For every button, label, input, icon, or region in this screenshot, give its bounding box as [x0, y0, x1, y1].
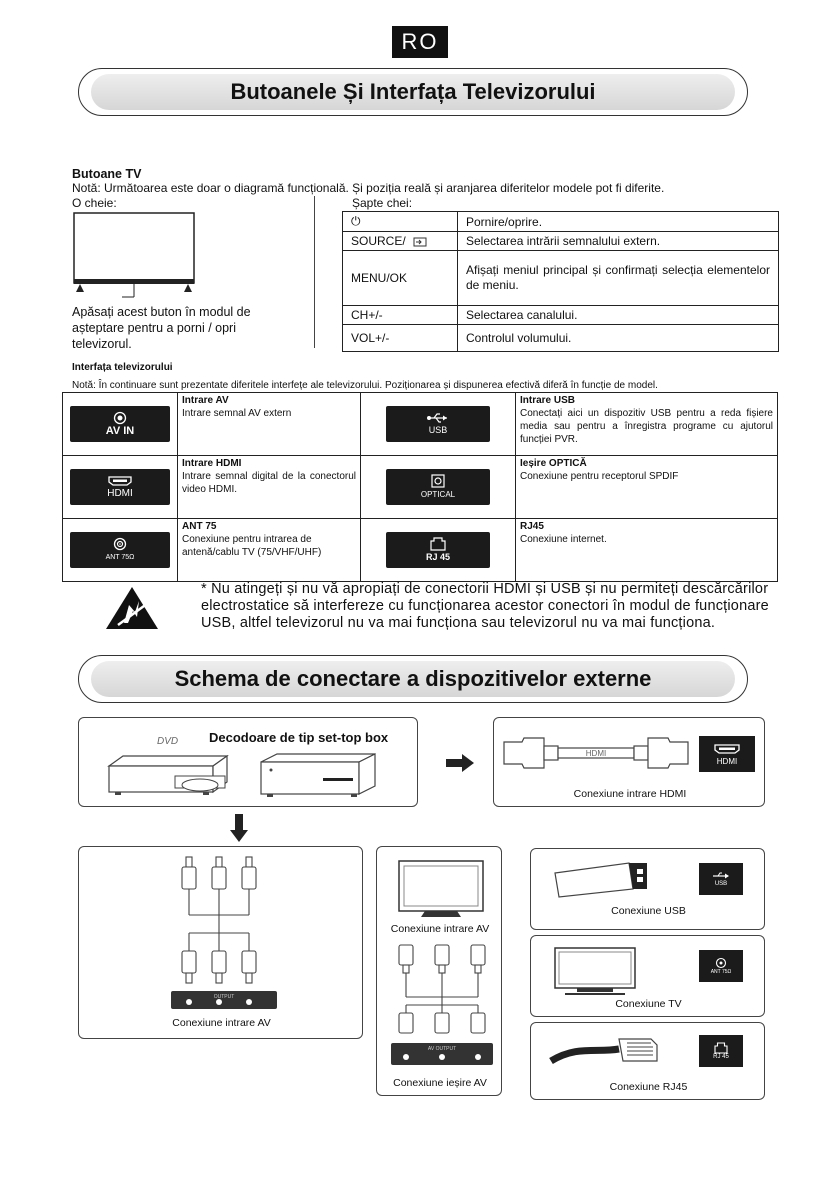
antenna-port-icon — [715, 957, 727, 969]
hdmi-port-badge: HDMI — [70, 469, 170, 505]
rj45-caption: Conexiune RJ45 — [609, 1081, 688, 1093]
antenna-port-badge: ANT 75Ω — [70, 532, 170, 568]
rca-cable-av-in-illustration — [169, 853, 279, 1013]
hdmi-cable-label: HDMI — [585, 749, 607, 758]
hdmi-port-icon — [713, 743, 741, 755]
rca-cable-av-out-illustration — [387, 943, 497, 1071]
key-cell — [343, 232, 458, 251]
table-row — [343, 251, 779, 306]
key-cell — [343, 212, 458, 232]
set-top-box-label: Decodoare de tip set-top box — [209, 730, 389, 745]
esd-warning-icon — [104, 585, 160, 631]
port-text-cell — [178, 519, 361, 582]
section-title-buttons: Butoanele Și Interfața Televizorului — [91, 74, 735, 110]
interface-heading: Interfața televizorului — [72, 362, 173, 373]
source-input-icon — [413, 237, 427, 247]
optical-icon — [431, 474, 445, 488]
port-icon-cell — [63, 519, 178, 582]
interface-note: Notă: În continuare sunt prezentate diferitele interfețe ale televizorului. Poziționarea și dispunerea efectivă diferă în funcție de model. — [72, 380, 658, 391]
tv-set-illustration — [551, 946, 641, 1000]
key-desc: Controlul volumului. — [458, 325, 779, 352]
set-top-box-illustration — [257, 752, 407, 804]
key-cell: MENU/OK — [343, 251, 458, 306]
port-desc: Intrare semnal digital de la conectorul video HDMI. — [182, 471, 356, 495]
port-icon-cell — [361, 519, 516, 582]
port-title: Ieșire OPTICĂ — [520, 458, 587, 469]
antenna-tv-port: ANT 75Ω — [699, 950, 743, 982]
av-output-box — [376, 846, 502, 1096]
av-jack-icon — [113, 411, 127, 425]
port-text-cell — [178, 393, 361, 456]
port-text-cell — [516, 519, 778, 582]
rj45-tv-port: RJ 45 — [699, 1035, 743, 1067]
tv-av-caption: Conexiune intrare AV — [390, 923, 490, 935]
key-desc: Selectarea canalului. — [458, 306, 779, 325]
source-key: SOURCE/ — [351, 234, 406, 248]
usb-port-badge: USB — [386, 406, 490, 442]
optical-port-badge: OPTICAL — [386, 469, 490, 505]
port-icon-cell — [361, 456, 516, 519]
port-desc: Conectați aici un dispozitiv USB pentru a reda fișiere media sau pentru a înregistra programe cu ajutorul funcției PVR. — [520, 408, 773, 445]
one-key-label: O cheie: — [72, 196, 117, 210]
usb-connection-box — [530, 848, 765, 930]
av-input-box — [78, 846, 363, 1039]
hdmi-icon — [107, 475, 133, 487]
port-title: RJ45 — [520, 521, 544, 532]
port-title: Intrare HDMI — [182, 458, 242, 469]
tv-antenna-connection-box — [530, 935, 765, 1017]
av-in-port-badge: AV IN — [70, 406, 170, 442]
dvd-label: DVD — [157, 736, 179, 747]
dvd-player-illustration — [105, 752, 255, 804]
rj45-port-badge: RJ 45 — [386, 532, 490, 568]
rj45-icon — [430, 537, 446, 551]
keys-table — [342, 211, 779, 352]
key-desc: Afișați meniul principal și confirmați selecția elementelor de meniu. — [458, 251, 779, 306]
port-icon-cell — [63, 393, 178, 456]
table-row — [343, 325, 779, 352]
one-key-description: Apăsați acest buton în modul de așteptare pentru a porni / opri televizorul. — [72, 305, 251, 351]
tv-caption: Conexiune TV — [615, 998, 682, 1010]
rj45-port-icon — [714, 1042, 728, 1054]
power-icon: ⏻ — [351, 214, 361, 228]
port-title: ANT 75 — [182, 521, 217, 532]
port-icon-cell — [361, 393, 516, 456]
port-text-cell — [516, 393, 778, 456]
language-badge: RO — [392, 26, 448, 58]
port-icon-cell — [63, 456, 178, 519]
av-output-label: AV OUTPUT — [427, 1046, 457, 1052]
hdmi-tv-port: HDMI — [699, 736, 755, 772]
port-title: Intrare AV — [182, 395, 229, 406]
port-desc: Conexiune pentru intrarea de antenă/cablu TV (75/VHF/UHF) — [182, 534, 322, 558]
ethernet-cable-illustration — [547, 1031, 667, 1075]
table-row — [343, 212, 779, 232]
port-text-cell — [178, 456, 361, 519]
usb-flash-drive-illustration — [549, 859, 659, 901]
usb-icon — [426, 412, 450, 424]
section-banner-buttons — [78, 68, 748, 116]
table-row — [63, 456, 778, 519]
arrow-down-icon — [228, 812, 250, 844]
port-text-cell — [516, 456, 778, 519]
tv-front-illustration — [70, 210, 200, 300]
hdmi-cable-illustration — [502, 734, 692, 772]
section-title-connections: Schema de conectare a dispozitivelor externe — [91, 661, 735, 697]
usb-tv-port: USB — [699, 863, 743, 895]
seven-keys-label: Șapte chei: — [352, 196, 413, 210]
antenna-jack-icon — [113, 537, 127, 551]
section-banner-connections — [78, 655, 748, 703]
usb-caption: Conexiune USB — [611, 905, 686, 917]
av-out-caption: Conexiune ieșire AV — [393, 1077, 487, 1089]
usb-port-icon — [711, 871, 731, 881]
tv-buttons-heading: Butoane TV — [72, 167, 142, 181]
table-row — [63, 519, 778, 582]
hdmi-caption: Conexiune intrare HDMI — [573, 788, 687, 800]
table-row — [343, 232, 779, 251]
port-desc: Conexiune internet. — [520, 534, 607, 545]
vertical-divider — [314, 196, 315, 348]
table-row — [343, 306, 779, 325]
port-title: Intrare USB — [520, 395, 576, 406]
ports-table — [62, 392, 778, 582]
source-devices-box — [78, 717, 418, 807]
rj45-connection-box — [530, 1022, 765, 1100]
key-desc: Selectarea intrării semnalului extern. — [458, 232, 779, 251]
key-desc: Pornire/oprire. — [458, 212, 779, 232]
table-row — [63, 393, 778, 456]
tv-monitor-illustration — [395, 859, 487, 919]
tv-buttons-note: Notă: Următoarea este doar o diagramă funcțională. Și poziția reală și aranjarea diferitelor modele pot fi diferite. — [72, 181, 665, 195]
port-desc: Conexiune pentru receptorul SPDIF — [520, 471, 679, 482]
output-label: OUTPUT — [213, 994, 235, 1000]
hdmi-connection-box — [493, 717, 765, 807]
esd-warning-text: * Nu atingeți și nu vă apropiați de conectorii HDMI și USB și nu permiteți descărcărilor electrostatice să interfereze cu funcționarea acestor conectori în modul de funcționare USB, altfel televizorul nu va mai funcționa sau televizorul nu va mai funcționa. — [201, 581, 769, 631]
key-cell: CH+/- — [343, 306, 458, 325]
key-cell: VOL+/- — [343, 325, 458, 352]
port-desc: Intrare semnal AV extern — [182, 408, 292, 419]
arrow-right-icon — [444, 752, 476, 774]
av-in-caption: Conexiune intrare AV — [172, 1017, 271, 1029]
